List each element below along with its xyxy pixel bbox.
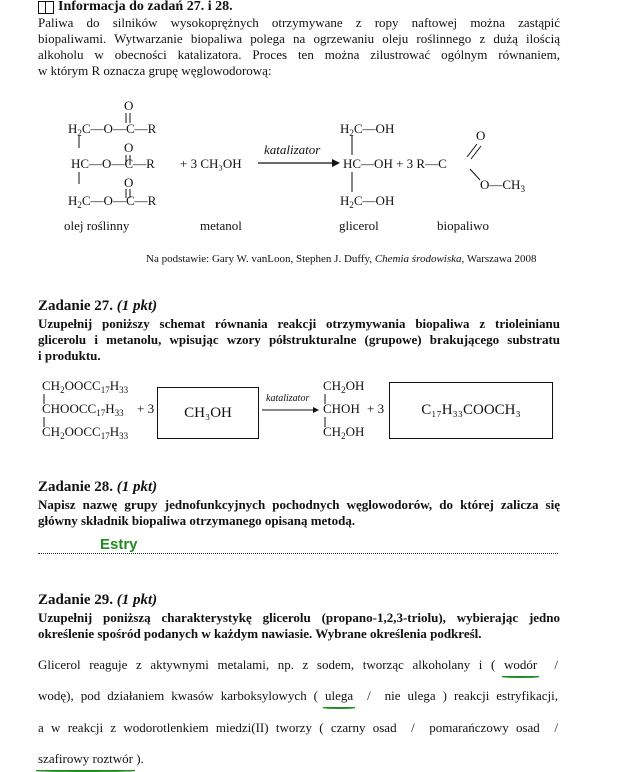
- task29-line-1: Glicerol reaguje z aktywnymi metalami, np. z sodem, tworząc alkoholany i ( wodór /: [38, 657, 558, 672]
- task29-instr-2: określenie spośród podanych w każdym nawiasie. Wybrane określenia podkreśl.: [38, 626, 482, 641]
- option-szafirowy-selected[interactable]: szafirowy roztwór: [38, 751, 133, 766]
- task27-instr-1: Uzupełnij poniższy schemat równania reakcji otrzymywania biopaliwa z trioleinianu: [38, 316, 560, 331]
- task27-catalyst: katalizator: [266, 393, 310, 404]
- task27-heading: [38, 298, 157, 315]
- answer-box-substrate[interactable]: [157, 387, 259, 439]
- label-methanol: metanol: [200, 218, 242, 233]
- answer-product: C₁₇H₃₃COOCH₃: [421, 402, 521, 418]
- label-oil: olej roślinny: [64, 218, 130, 233]
- triglyceride-row-2: HC—O—C—R: [71, 156, 155, 171]
- task27-points: (1 pkt): [116, 298, 158, 314]
- task29-instr-1: Uzupełnij poniższą charakterystykę glicerolu (propano-1,2,3-triolu), wybierając jedno: [38, 610, 560, 625]
- task28-instr-1: Napisz nazwę grupy jednofunkcyjnych pochodnych węglowodorów, do której zalicza się: [38, 497, 560, 512]
- glycerol-row-3: $H_2C—OH$: [340, 193, 395, 210]
- answer-box-product[interactable]: [389, 382, 553, 439]
- task27-title: Zadanie 27.: [38, 298, 114, 314]
- glycerol-row-1: $H_2C—OH$: [340, 121, 395, 138]
- task29-heading: [38, 592, 157, 609]
- info-line-4: w którym R oznacza grupę węglowodorową:: [38, 63, 272, 78]
- triglyceride-row-3: $H_2C—O—C—R$: [68, 193, 157, 210]
- catalyst-label: katalizator: [264, 142, 321, 157]
- task29-line-2: wodę), pod działaniem kwasów karboksylowych ( ulega / nie ulega ) reakcji estryfikacji,: [38, 688, 558, 703]
- task29-title: Zadanie 29.: [38, 592, 114, 608]
- carbonyl-o-1: O: [124, 98, 134, 113]
- task29-text-1: Glicerol reaguje z aktywnymi metalami, np. z sodem, tworząc alkoholany i: [38, 657, 483, 672]
- glycerol-row-2: HC—OH + 3 R—C: [343, 156, 447, 171]
- info-line-1: Paliwa do silników wysokoprężnych otrzymywane z ropy naftowej można zastąpić: [38, 15, 560, 30]
- ester-o-ch3: $O—CH_3$: [480, 177, 525, 194]
- task29-text-5: ).: [136, 751, 144, 766]
- info-line-2: biopaliwami. Wytwarzanie biopaliwa polega na ogrzewaniu oleju roślinnego z dużą ilością: [38, 31, 560, 46]
- source-suffix: , Warszawa 2008: [461, 253, 537, 265]
- source-title: Chemia środowiska: [374, 253, 462, 265]
- ester-o-double: O: [476, 128, 486, 143]
- triolein-row-2: $CHOOCC_{17}H_{33}$: [42, 401, 124, 418]
- info-title: Informacja do zadań 27. i 28.: [58, 0, 233, 14]
- info-line-3: alkoholu w obecności katalizatora. Proces ten można zilustrować ogólnym równaniem,: [38, 47, 560, 62]
- triglyceride-row-1: $H_2C—O—C—R$: [68, 121, 157, 138]
- task29-text-4: a w reakcji z wodorotlenkiem miedzi(II) tworzy (: [38, 720, 324, 735]
- option-czarny-osad[interactable]: czarny osad: [330, 720, 397, 735]
- methanol-reactant: + 3 CH₃OH: [180, 156, 242, 171]
- task28-instruction: [38, 497, 560, 529]
- option-ulega-selected[interactable]: ulega: [324, 688, 354, 703]
- task27-instruction: [38, 316, 560, 364]
- glycerol27-row-1: $CH_2OH$: [323, 378, 365, 395]
- task28-answer-line: [38, 553, 558, 554]
- info-paragraph: [38, 15, 560, 79]
- glycerol27-row-2: CHOH: [323, 401, 360, 416]
- task28-title: Zadanie 28.: [38, 479, 114, 495]
- task28-heading: [38, 479, 157, 496]
- general-equation-diagram: [0, 95, 625, 240]
- task28-answer[interactable]: Estry: [100, 536, 138, 553]
- task29-line-3: a w reakcji z wodorotlenkiem miedzi(II) tworzy ( czarny osad / pomarańczowy osad /: [38, 720, 558, 735]
- book-icon: [38, 1, 54, 14]
- task27-instr-3: i produktu.: [38, 348, 101, 363]
- label-biofuel: biopaliwo: [437, 218, 489, 233]
- option-nie-ulega[interactable]: nie ulega: [384, 688, 436, 703]
- task27-plus-1: + 3: [137, 401, 155, 416]
- task27-plus-2: + 3: [367, 401, 385, 416]
- triolein-row-3: $CH_2OOCC_{17}H_{33}$: [42, 424, 129, 441]
- answer-substrate: CH₃OH: [184, 404, 232, 421]
- label-glycerol: glicerol: [339, 218, 379, 233]
- task29-text-3: ) reakcji estryfikacji,: [442, 688, 558, 703]
- triolein-row-1: $CH_2OOCC_{17}H_{33}$: [42, 378, 129, 395]
- option-wodor-selected[interactable]: wodór: [503, 657, 538, 672]
- carbonyl-o-3: O: [124, 175, 134, 190]
- task29-points: (1 pkt): [116, 592, 158, 608]
- glycerol27-row-3: $CH_2OH$: [323, 424, 365, 441]
- source-prefix: Na podstawie: Gary W. vanLoon, Stephen J. Duffy,: [146, 253, 375, 265]
- task29-instruction: [38, 610, 560, 642]
- source-citation: [146, 253, 537, 265]
- task28-instr-2: główny składnik biopaliwa otrzymanego opisaną metodą.: [38, 513, 356, 528]
- task29-text-2: ), pod działaniem kwasów karboksylowych (: [66, 688, 318, 703]
- task28-points: (1 pkt): [116, 479, 158, 495]
- carbonyl-o-2: O: [124, 140, 134, 155]
- task29-line-4: [38, 751, 144, 767]
- option-pomaranczowy-osad[interactable]: pomarańczowy osad: [429, 720, 540, 735]
- option-woda[interactable]: wodę: [38, 688, 67, 703]
- task27-instr-2: glicerolu i metanolu, wpisując wzory półstrukturalne (grupowe) brakującego substratu: [38, 332, 560, 347]
